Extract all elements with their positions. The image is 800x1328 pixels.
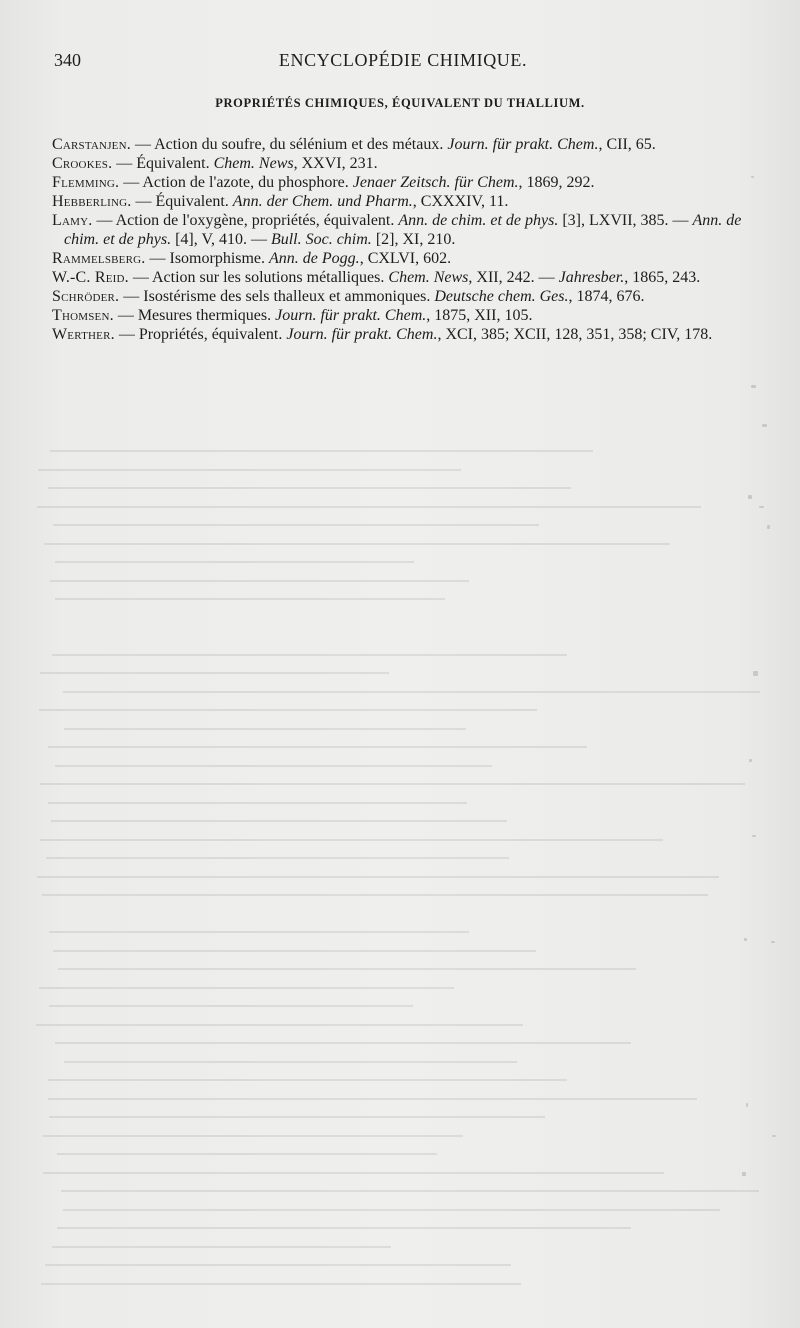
show-through-line [46, 857, 509, 859]
show-through-line [52, 654, 567, 656]
show-through-line [40, 672, 389, 674]
show-through-line [37, 876, 719, 878]
show-through-line [55, 1042, 631, 1044]
section-title: PROPRIÉTÉS CHIMIQUES, ÉQUIVALENT DU THALLIUM. [215, 96, 585, 110]
reference-citation: , 1865, 243. [624, 269, 701, 286]
show-through-line [40, 839, 664, 841]
show-through-line [48, 746, 587, 748]
reference-text: — Équivalent. [112, 155, 214, 172]
show-through-line [49, 1116, 546, 1118]
reference-citation: [2], XI, 210. [371, 231, 456, 248]
show-through-line [42, 894, 708, 896]
reference-author: Flemming. [52, 174, 120, 191]
reference-author: W.-C. Reid. [52, 269, 129, 286]
reference-citation: , 1875, XII, 105. [426, 307, 533, 324]
edge-speck [752, 835, 756, 837]
edge-speck [749, 759, 751, 762]
reference-entry [52, 325, 764, 344]
reference-citation: [3], LXVII, 385. — [558, 212, 693, 229]
show-through-line [63, 691, 760, 693]
show-through-line [63, 1209, 720, 1211]
show-through-line [55, 598, 445, 600]
show-through-line [55, 765, 492, 767]
reference-entry [52, 306, 764, 325]
show-through-line [48, 1098, 697, 1100]
reference-entry [52, 268, 764, 287]
edge-speck [753, 671, 758, 675]
reference-author: Crookes. [52, 155, 113, 172]
reference-citation: , 1874, 676. [568, 288, 645, 305]
reference-entry [52, 135, 764, 154]
reference-entry [52, 287, 764, 306]
reference-text: — Action sur les solutions métalliques. [128, 269, 389, 286]
reference-list [52, 135, 764, 344]
show-through-line [51, 820, 507, 822]
reference-citation: , CXLVI, 602. [359, 250, 452, 267]
reference-text: — Action de l'azote, du phosphore. [119, 174, 353, 191]
reference-author: Thomsen. [52, 307, 114, 324]
reference-author: Lamy. [52, 212, 93, 229]
reference-journal: Journ. für prakt. Chem. [447, 136, 599, 153]
edge-speck [772, 1135, 776, 1138]
show-through-line [50, 580, 469, 582]
reference-author: Hebberling. [52, 193, 132, 210]
reference-journal: Ann. der Chem. und Pharm. [232, 193, 413, 210]
show-through-line [64, 728, 466, 730]
show-through-line [50, 450, 593, 452]
reference-citation: , XXVI, 231. [293, 155, 378, 172]
reference-citation: , 1869, 292. [518, 174, 595, 191]
reference-entry [52, 249, 764, 268]
edge-speck [748, 495, 753, 499]
show-through-line [39, 987, 454, 989]
show-through-line [45, 1264, 511, 1266]
reference-text: — Équivalent. [131, 193, 233, 210]
reference-citation: , XII, 242. — [468, 269, 559, 286]
reference-text: — Isostérisme des sels thalleux et ammoniques. [119, 288, 435, 305]
edge-speck [767, 525, 770, 529]
edge-speck [771, 941, 776, 943]
edge-speck [762, 424, 767, 427]
show-through-line [43, 1172, 664, 1174]
show-through-line [53, 524, 539, 526]
show-through-line [52, 1246, 391, 1248]
reference-journal: Ann. de Pogg. [269, 250, 360, 267]
show-through-line [48, 802, 466, 804]
reference-journal: Journ. für prakt. Chem. [286, 326, 438, 343]
show-through-line [39, 709, 538, 711]
reference-journal: Bull. Soc. chim. [270, 231, 372, 248]
reference-journal: Deutsche chem. Ges. [434, 288, 569, 305]
show-through-line [40, 783, 745, 785]
show-through-line [53, 950, 536, 952]
reference-citation: [4], V, 410. — [171, 231, 271, 248]
edge-speck [744, 938, 748, 942]
reference-journal: Jenaer Zeitsch. für Chem. [352, 174, 519, 191]
reference-entry [52, 211, 764, 249]
show-through-line [58, 968, 636, 970]
reference-citation: , CXXXIV, 11. [412, 193, 509, 210]
show-through-line [41, 1283, 521, 1285]
reference-journal: Chem. News [388, 269, 469, 286]
show-through-line [55, 561, 414, 563]
reference-text: — Mesures thermiques. [113, 307, 276, 324]
show-through-line [38, 469, 461, 471]
show-through-line [61, 1190, 759, 1192]
reference-text: — Action de l'oxygène, propriétés, équivalent. [92, 212, 399, 229]
show-through-line [36, 1024, 523, 1026]
reference-journal: Ann. de chim. et de phys. [398, 212, 559, 229]
reference-author: Schröder. [52, 288, 120, 305]
reference-journal: Jahresber. [558, 269, 625, 286]
show-through-line [44, 543, 671, 545]
edge-speck [746, 1103, 749, 1107]
show-through-line [37, 506, 701, 508]
reference-entry [52, 192, 764, 211]
show-through-line [64, 1061, 517, 1063]
reference-author: Carstanjen. [52, 136, 131, 153]
reference-citation: , CII, 65. [598, 136, 656, 153]
reference-journal: Journ. für prakt. Chem. [275, 307, 427, 324]
reference-text: — Isomorphisme. [145, 250, 270, 267]
show-through-line [49, 931, 469, 933]
reference-author: Rammelsberg. [52, 250, 146, 267]
reference-entry [52, 173, 764, 192]
reference-journal: Ann. de chim. et de phys. [64, 212, 742, 248]
edge-speck [759, 506, 763, 508]
edge-speck [751, 176, 754, 179]
show-through-texture [0, 440, 800, 1300]
reference-journal: Chem. News [213, 155, 294, 172]
page-number: 340 [54, 50, 81, 70]
show-through-line [57, 1227, 630, 1229]
running-head [54, 50, 752, 74]
show-through-line [48, 487, 570, 489]
reference-author: Werther. [52, 326, 115, 343]
show-through-line [43, 1135, 463, 1137]
reference-text: — Action du soufre, du sélénium et des métaux. [130, 136, 448, 153]
show-through-line [49, 1005, 413, 1007]
reference-text: — Propriétés, équivalent. [114, 326, 287, 343]
reference-citation: , XCI, 385; XCII, 128, 351, 358; CIV, 178. [437, 326, 713, 343]
show-through-line [57, 1153, 437, 1155]
show-through-line [48, 1079, 566, 1081]
reference-entry [52, 154, 764, 173]
edge-speck [751, 385, 756, 388]
header-title: ENCYCLOPÉDIE CHIMIQUE. [278, 50, 528, 70]
edge-speck [742, 1172, 746, 1176]
page-edge-marks [740, 150, 780, 1250]
